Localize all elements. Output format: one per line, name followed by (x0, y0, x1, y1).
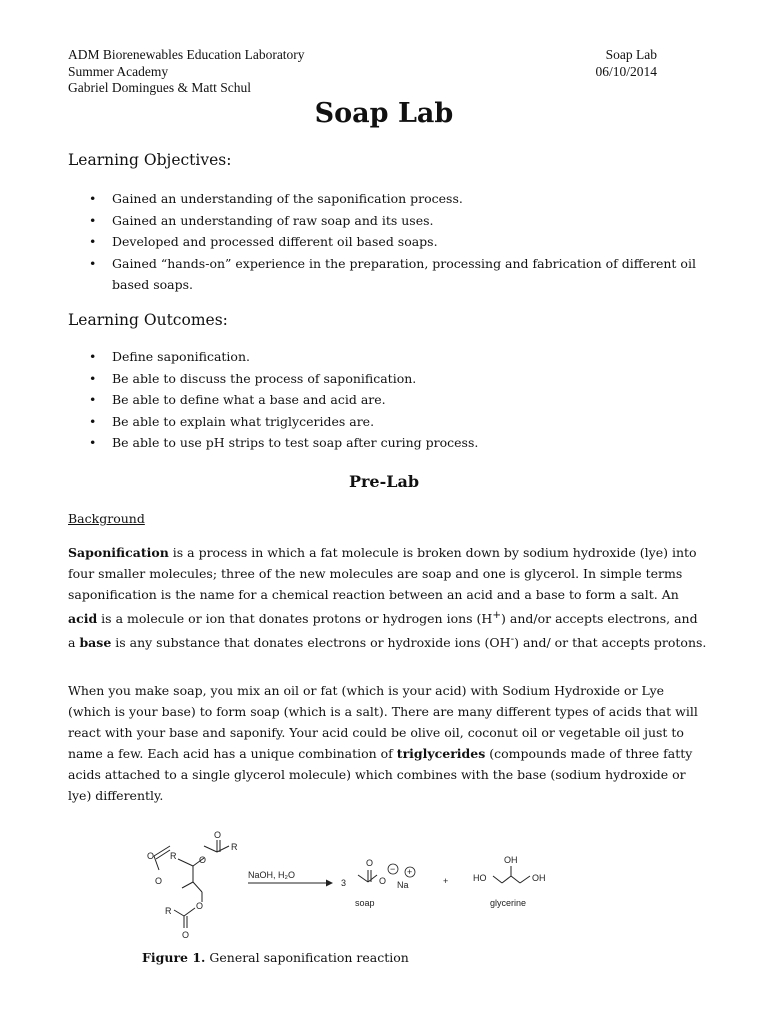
header-doc-label: Soap Lab (605, 47, 657, 62)
header-authors: Gabriel Domingues & Matt Schul (68, 80, 251, 95)
atom-o: O (182, 930, 190, 940)
list-item: • Be able to define what a base and acid are. (68, 389, 708, 411)
atom-ho: HO (473, 873, 487, 883)
atom-o: O (155, 876, 163, 886)
bullet-icon: • (89, 191, 97, 206)
page-title: Soap Lab (314, 98, 454, 129)
soap-structure (358, 870, 377, 882)
header-program: Summer Academy (68, 63, 169, 79)
list-item: • Developed and processed different oil based soaps. (68, 231, 708, 253)
bullet-icon: • (89, 212, 97, 228)
bullet-icon: • (89, 392, 97, 407)
term-saponification: Saponification (68, 545, 169, 560)
list-item: • Gained an understanding of the saponification process. (68, 188, 708, 210)
atom-r: R (231, 842, 238, 852)
header-right (595, 47, 657, 80)
objectives-heading: Learning Objectives: (68, 151, 232, 169)
outcomes-list (68, 346, 708, 454)
plus-charge-icon (405, 867, 415, 877)
header-date: 06/10/2014 (595, 63, 657, 79)
bullet-icon: • (89, 413, 97, 429)
prelab-heading: Pre-Lab (348, 472, 420, 491)
bullet-icon: • (89, 234, 97, 249)
minus-charge-icon (388, 864, 398, 874)
saponification-reaction-figure (130, 826, 560, 942)
list-item: • Be able to discuss the process of saponification. (68, 368, 708, 390)
term-triglycerides: triglycerides (396, 746, 486, 761)
atom-o: O (366, 858, 374, 868)
atom-o: O (379, 876, 387, 886)
atom-oh: OH (504, 855, 518, 865)
bullet-icon: • (89, 435, 97, 450)
header-left (68, 47, 305, 97)
atom-r: R (165, 906, 172, 916)
list-item: • Define saponification. (68, 346, 708, 368)
background-paragraph-2: When you make soap, you mix an oil or fat (which is your acid) with Sodium Hydroxide or Lye (which is your base) to form soap (which is a salt). There are many different types of acids that will react with your base and saponify. Your acid could be olive oil, coconut oil or vegetable oil just to name a few. Each acid has a unique combination of triglycerides (compounds made of three fatty acids attached to a single glycerol molecule) which combines with the base (sodium hydroxide or lye) differently. (68, 683, 698, 803)
atom-o: O (199, 855, 207, 865)
list-item: • Gained “hands-on” experience in the preparation, processing and fabrication of different oil based soaps. (68, 253, 708, 296)
list-item: • Gained an understanding of raw soap and its uses. (68, 210, 708, 232)
bullet-icon: • (89, 349, 97, 364)
bullet-icon: • (89, 255, 97, 271)
soap-label: soap (355, 898, 375, 908)
plus-sign: + (443, 876, 449, 886)
atom-r: R (170, 851, 177, 861)
reaction-arrow (248, 880, 333, 887)
svg-text:−: − (390, 864, 396, 874)
atom-o: O (214, 830, 222, 840)
reagents-label: NaOH, H₂O (248, 870, 295, 880)
atom-o: O (196, 901, 204, 911)
svg-text:+: + (407, 867, 413, 877)
background-subheading: Background (68, 511, 145, 526)
bullet-icon: • (89, 370, 97, 386)
term-base: base (79, 635, 112, 651)
background-paragraph-1: Saponification is a process in which a fat molecule is broken down by sodium hydroxide (lye) into four smaller molecules; three of the new molecules are soap and one is glycerol. In simple terms saponification is the name for a chemical reaction between an acid and a base to form a salt. An acid is a molecule or ion that donates protons or hydrogen ions (H+) and/or accepts electrons, and a base is any substance that donates electrons or hydroxide ions (OH-) and/ or that accepts protons. (68, 545, 707, 651)
list-item: • Be able to use pH strips to test soap after curing process. (68, 432, 708, 454)
coefficient: 3 (341, 878, 347, 888)
figure-caption: Figure 1. General saponification reaction (142, 950, 409, 965)
atom-na: Na (397, 880, 409, 890)
outcomes-heading: Learning Outcomes: (68, 311, 228, 329)
list-item: • Be able to explain what triglycerides are. (68, 411, 708, 433)
header-org: ADM Biorenewables Education Laboratory (68, 47, 305, 62)
atom-o: O (147, 851, 155, 861)
term-acid: acid (68, 611, 98, 627)
objectives-list (68, 188, 708, 296)
glycerine-structure (493, 866, 530, 883)
atom-oh: OH (532, 873, 546, 883)
glycerine-label: glycerine (490, 898, 527, 908)
